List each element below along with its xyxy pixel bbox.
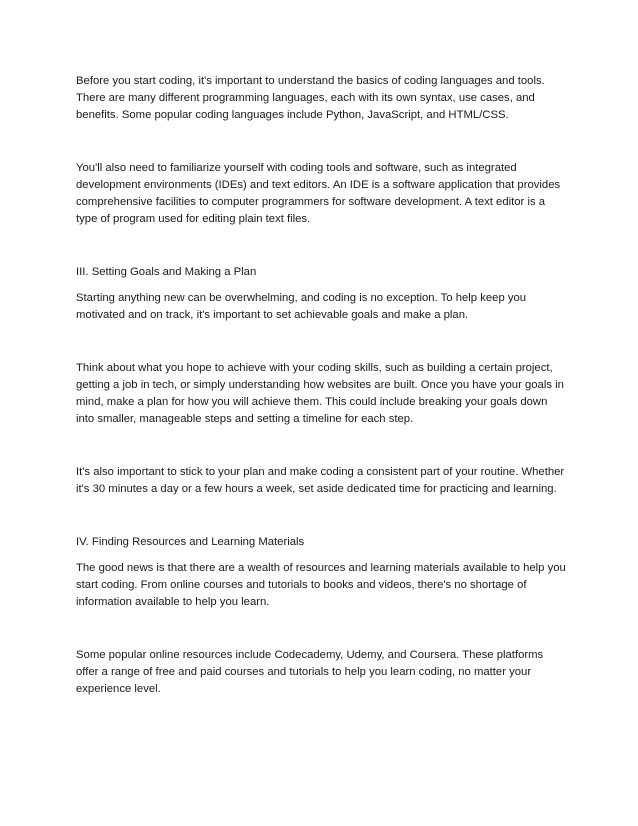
paragraph-goals-intro: Starting anything new can be overwhelming, and coding is no exception. To help keep you motivated and on track, it's important to set achievable goals and make a plan. [76,292,527,321]
paragraph-coding-tools: You'll also need to familiarize yourself with coding tools and software, such as integrated development environments (IDEs) and text editors. An IDE is a software application that provides comprehensive facilities to computer programmers for software development. A text editor is a type of program used for editing plain text files. [76,162,561,225]
paragraph-goals-plan: Think about what you hope to achieve with your coding skills, such as building a certain project, getting a job in tech, or simply understanding how websites are built. Once you have your goals in mind, make a plan for how you will achieve them. This could include breaking your goals down into smaller, manageable steps and setting a timeline for each step. [76,362,564,425]
section-heading-goals: III. Setting Goals and Making a Plan [76,266,257,278]
paragraph-coding-basics: Before you start coding, it's important to understand the basics of coding languages and tools. There are many different programming languages, each with its own syntax, use cases, and benefits. Some popular coding languages include Python, JavaScript, and HTML/CSS. [76,75,545,121]
section-heading-resources: IV. Finding Resources and Learning Materials [76,536,305,548]
paragraph-routine: It's also important to stick to your plan and make coding a consistent part of your routine. Whether it's 30 minutes a day or a few hours a week, set aside dedicated time for practicing and learning. [76,466,565,495]
document-body [76,73,568,698]
paragraph-resources-intro: The good news is that there are a wealth of resources and learning materials available to help you start coding. From online courses and tutorials to books and videos, there's no shortage of information available to help you learn. [76,562,566,608]
paragraph-online-resources: Some popular online resources include Codecademy, Udemy, and Coursera. These platforms offer a range of free and paid courses and tutorials to help you learn coding, no matter your experience level. [76,649,544,695]
